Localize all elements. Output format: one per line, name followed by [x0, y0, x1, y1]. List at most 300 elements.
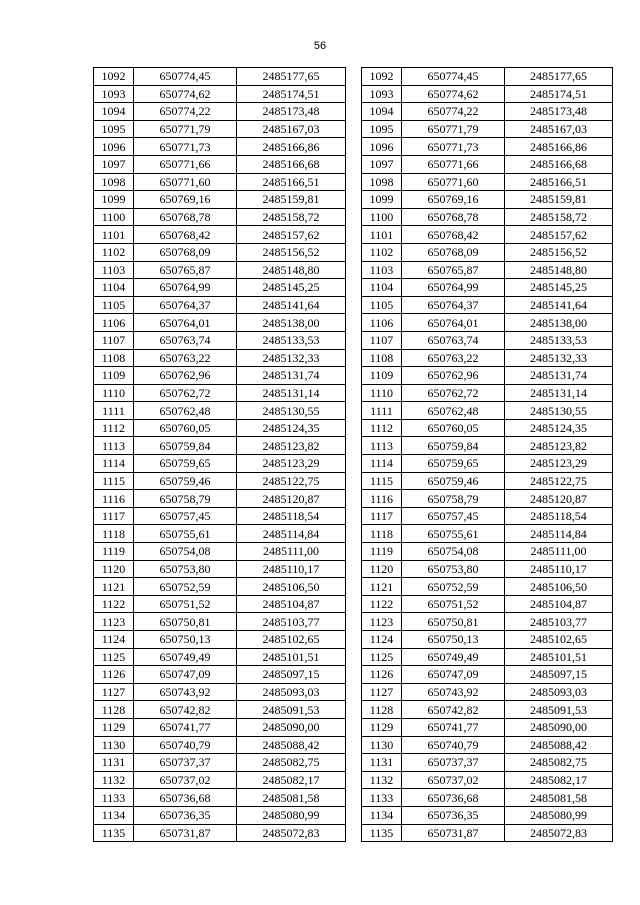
table-row	[94, 455, 346, 473]
point-number-cell: 1128	[362, 701, 402, 719]
point-number-cell: 1119	[94, 543, 134, 561]
x-coordinate-cell: 650740,79	[402, 736, 505, 754]
y-coordinate-cell: 2485091,53	[505, 701, 613, 719]
point-number-cell: 1126	[94, 666, 134, 684]
point-number-cell: 1100	[362, 208, 402, 226]
table-row	[362, 595, 613, 613]
y-coordinate-cell: 2485123,82	[237, 437, 346, 455]
table-row	[94, 525, 346, 543]
x-coordinate-cell: 650743,92	[134, 683, 237, 701]
y-coordinate-cell: 2485080,99	[505, 806, 613, 824]
y-coordinate-cell: 2485114,84	[505, 525, 613, 543]
table-row	[362, 191, 613, 209]
y-coordinate-cell: 2485131,14	[505, 384, 613, 402]
table-row	[94, 68, 346, 86]
y-coordinate-cell: 2485110,17	[237, 560, 346, 578]
y-coordinate-cell: 2485166,68	[237, 155, 346, 173]
x-coordinate-cell: 650759,46	[134, 472, 237, 490]
point-number-cell: 1103	[362, 261, 402, 279]
point-number-cell: 1102	[94, 243, 134, 261]
table-row	[362, 736, 613, 754]
table-row	[94, 507, 346, 525]
y-coordinate-cell: 2485124,35	[237, 419, 346, 437]
y-coordinate-cell: 2485088,42	[237, 736, 346, 754]
table-row	[362, 789, 613, 807]
point-number-cell: 1106	[94, 314, 134, 332]
point-number-cell: 1135	[94, 824, 134, 842]
table-row	[362, 120, 613, 138]
y-coordinate-cell: 2485141,64	[237, 296, 346, 314]
y-coordinate-cell: 2485177,65	[505, 68, 613, 86]
table-row	[362, 68, 613, 86]
point-number-cell: 1123	[94, 613, 134, 631]
table-row	[94, 226, 346, 244]
y-coordinate-cell: 2485106,50	[237, 578, 346, 596]
y-coordinate-cell: 2485173,48	[505, 103, 613, 121]
y-coordinate-cell: 2485104,87	[237, 595, 346, 613]
x-coordinate-cell: 650762,96	[402, 367, 505, 385]
table-row	[94, 331, 346, 349]
point-number-cell: 1127	[362, 683, 402, 701]
y-coordinate-cell: 2485088,42	[505, 736, 613, 754]
table-row	[362, 138, 613, 156]
point-number-cell: 1134	[362, 806, 402, 824]
x-coordinate-cell: 650763,22	[402, 349, 505, 367]
point-number-cell: 1114	[94, 455, 134, 473]
point-number-cell: 1114	[362, 455, 402, 473]
x-coordinate-cell: 650768,09	[402, 243, 505, 261]
table-row	[362, 173, 613, 191]
x-coordinate-cell: 650753,80	[402, 560, 505, 578]
table-row	[362, 243, 613, 261]
y-coordinate-cell: 2485157,62	[505, 226, 613, 244]
y-coordinate-cell: 2485118,54	[237, 507, 346, 525]
x-coordinate-cell: 650749,49	[402, 648, 505, 666]
y-coordinate-cell: 2485097,15	[237, 666, 346, 684]
point-number-cell: 1130	[362, 736, 402, 754]
point-number-cell: 1118	[362, 525, 402, 543]
x-coordinate-cell: 650771,66	[402, 155, 505, 173]
y-coordinate-cell: 2485159,81	[505, 191, 613, 209]
table-row	[94, 155, 346, 173]
y-coordinate-cell: 2485082,17	[237, 771, 346, 789]
x-coordinate-cell: 650764,99	[134, 279, 237, 297]
x-coordinate-cell: 650763,74	[134, 331, 237, 349]
table-row	[362, 349, 613, 367]
point-number-cell: 1092	[362, 68, 402, 86]
x-coordinate-cell: 650754,08	[402, 543, 505, 561]
point-number-cell: 1097	[94, 155, 134, 173]
x-coordinate-cell: 650755,61	[402, 525, 505, 543]
x-coordinate-cell: 650755,61	[134, 525, 237, 543]
x-coordinate-cell: 650762,48	[402, 402, 505, 420]
y-coordinate-cell: 2485174,51	[237, 85, 346, 103]
y-coordinate-cell: 2485133,53	[237, 331, 346, 349]
table-row	[94, 314, 346, 332]
table-row	[94, 754, 346, 772]
table-row	[362, 771, 613, 789]
table-row	[362, 648, 613, 666]
coordinates-table-right	[361, 67, 613, 842]
y-coordinate-cell: 2485123,29	[237, 455, 346, 473]
table-row	[362, 718, 613, 736]
x-coordinate-cell: 650752,59	[402, 578, 505, 596]
table-row	[362, 331, 613, 349]
point-number-cell: 1101	[362, 226, 402, 244]
table-row	[362, 296, 613, 314]
x-coordinate-cell: 650771,79	[402, 120, 505, 138]
x-coordinate-cell: 650764,37	[134, 296, 237, 314]
y-coordinate-cell: 2485102,65	[237, 631, 346, 649]
table-row	[94, 85, 346, 103]
y-coordinate-cell: 2485132,33	[237, 349, 346, 367]
y-coordinate-cell: 2485177,65	[237, 68, 346, 86]
point-number-cell: 1098	[362, 173, 402, 191]
x-coordinate-cell: 650762,96	[134, 367, 237, 385]
y-coordinate-cell: 2485091,53	[237, 701, 346, 719]
y-coordinate-cell: 2485131,74	[237, 367, 346, 385]
table-row	[362, 507, 613, 525]
table-row	[362, 208, 613, 226]
x-coordinate-cell: 650741,77	[134, 718, 237, 736]
x-coordinate-cell: 650736,35	[134, 806, 237, 824]
point-number-cell: 1120	[362, 560, 402, 578]
point-number-cell: 1124	[362, 631, 402, 649]
point-number-cell: 1124	[94, 631, 134, 649]
table-row	[94, 120, 346, 138]
table-row	[94, 419, 346, 437]
x-coordinate-cell: 650768,42	[402, 226, 505, 244]
x-coordinate-cell: 650762,48	[134, 402, 237, 420]
y-coordinate-cell: 2485081,58	[505, 789, 613, 807]
x-coordinate-cell: 650759,65	[134, 455, 237, 473]
x-coordinate-cell: 650741,77	[402, 718, 505, 736]
table-row	[94, 384, 346, 402]
x-coordinate-cell: 650750,81	[134, 613, 237, 631]
x-coordinate-cell: 650751,52	[402, 595, 505, 613]
point-number-cell: 1094	[362, 103, 402, 121]
x-coordinate-cell: 650737,37	[402, 754, 505, 772]
table-row	[94, 718, 346, 736]
y-coordinate-cell: 2485123,29	[505, 455, 613, 473]
table-row	[94, 595, 346, 613]
x-coordinate-cell: 650737,37	[134, 754, 237, 772]
point-number-cell: 1109	[94, 367, 134, 385]
point-number-cell: 1125	[362, 648, 402, 666]
table-row	[94, 543, 346, 561]
x-coordinate-cell: 650771,60	[134, 173, 237, 191]
table-row	[94, 631, 346, 649]
x-coordinate-cell: 650771,73	[402, 138, 505, 156]
x-coordinate-cell: 650747,09	[134, 666, 237, 684]
y-coordinate-cell: 2485072,83	[237, 824, 346, 842]
y-coordinate-cell: 2485103,77	[505, 613, 613, 631]
x-coordinate-cell: 650758,79	[134, 490, 237, 508]
x-coordinate-cell: 650759,84	[134, 437, 237, 455]
table-row	[94, 402, 346, 420]
table-row	[362, 631, 613, 649]
x-coordinate-cell: 650774,22	[402, 103, 505, 121]
point-number-cell: 1125	[94, 648, 134, 666]
y-coordinate-cell: 2485156,52	[505, 243, 613, 261]
x-coordinate-cell: 650764,37	[402, 296, 505, 314]
x-coordinate-cell: 650759,65	[402, 455, 505, 473]
x-coordinate-cell: 650757,45	[134, 507, 237, 525]
point-number-cell: 1105	[94, 296, 134, 314]
x-coordinate-cell: 650771,79	[134, 120, 237, 138]
table-row	[362, 103, 613, 121]
point-number-cell: 1129	[362, 718, 402, 736]
point-number-cell: 1122	[94, 595, 134, 613]
x-coordinate-cell: 650774,45	[134, 68, 237, 86]
y-coordinate-cell: 2485145,25	[505, 279, 613, 297]
x-coordinate-cell: 650743,92	[402, 683, 505, 701]
point-number-cell: 1109	[362, 367, 402, 385]
x-coordinate-cell: 650751,52	[134, 595, 237, 613]
table-row	[94, 191, 346, 209]
y-coordinate-cell: 2485156,52	[237, 243, 346, 261]
y-coordinate-cell: 2485090,00	[237, 718, 346, 736]
y-coordinate-cell: 2485081,58	[237, 789, 346, 807]
point-number-cell: 1115	[362, 472, 402, 490]
x-coordinate-cell: 650765,87	[402, 261, 505, 279]
point-number-cell: 1092	[94, 68, 134, 86]
x-coordinate-cell: 650742,82	[402, 701, 505, 719]
point-number-cell: 1113	[362, 437, 402, 455]
x-coordinate-cell: 650763,22	[134, 349, 237, 367]
table-row	[94, 490, 346, 508]
x-coordinate-cell: 650753,80	[134, 560, 237, 578]
table-row	[94, 261, 346, 279]
x-coordinate-cell: 650758,79	[402, 490, 505, 508]
y-coordinate-cell: 2485148,80	[237, 261, 346, 279]
table-row	[362, 384, 613, 402]
table-row	[362, 560, 613, 578]
table-row	[362, 490, 613, 508]
point-number-cell: 1103	[94, 261, 134, 279]
y-coordinate-cell: 2485166,86	[505, 138, 613, 156]
table-row	[94, 824, 346, 842]
point-number-cell: 1119	[362, 543, 402, 561]
point-number-cell: 1101	[94, 226, 134, 244]
point-number-cell: 1096	[94, 138, 134, 156]
table-row	[362, 261, 613, 279]
x-coordinate-cell: 650774,45	[402, 68, 505, 86]
y-coordinate-cell: 2485123,82	[505, 437, 613, 455]
y-coordinate-cell: 2485082,75	[237, 754, 346, 772]
x-coordinate-cell: 650731,87	[402, 824, 505, 842]
x-coordinate-cell: 650764,99	[402, 279, 505, 297]
x-coordinate-cell: 650749,49	[134, 648, 237, 666]
y-coordinate-cell: 2485130,55	[505, 402, 613, 420]
point-number-cell: 1095	[94, 120, 134, 138]
y-coordinate-cell: 2485122,75	[505, 472, 613, 490]
point-number-cell: 1118	[94, 525, 134, 543]
point-number-cell: 1099	[362, 191, 402, 209]
point-number-cell: 1104	[362, 279, 402, 297]
x-coordinate-cell: 650736,68	[402, 789, 505, 807]
point-number-cell: 1121	[362, 578, 402, 596]
point-number-cell: 1127	[94, 683, 134, 701]
y-coordinate-cell: 2485122,75	[237, 472, 346, 490]
point-number-cell: 1108	[362, 349, 402, 367]
table-row	[362, 666, 613, 684]
x-coordinate-cell: 650762,72	[134, 384, 237, 402]
page-number: 56	[313, 40, 327, 52]
table-row	[94, 472, 346, 490]
x-coordinate-cell: 650736,68	[134, 789, 237, 807]
x-coordinate-cell: 650750,81	[402, 613, 505, 631]
point-number-cell: 1129	[94, 718, 134, 736]
table-row	[94, 666, 346, 684]
x-coordinate-cell: 650737,02	[402, 771, 505, 789]
point-number-cell: 1135	[362, 824, 402, 842]
point-number-cell: 1132	[362, 771, 402, 789]
point-number-cell: 1117	[94, 507, 134, 525]
point-number-cell: 1111	[362, 402, 402, 420]
point-number-cell: 1126	[362, 666, 402, 684]
point-number-cell: 1107	[362, 331, 402, 349]
x-coordinate-cell: 650768,78	[402, 208, 505, 226]
x-coordinate-cell: 650774,62	[134, 85, 237, 103]
table-row	[362, 155, 613, 173]
table-row	[94, 683, 346, 701]
y-coordinate-cell: 2485111,00	[505, 543, 613, 561]
x-coordinate-cell: 650763,74	[402, 331, 505, 349]
x-coordinate-cell: 650762,72	[402, 384, 505, 402]
point-number-cell: 1099	[94, 191, 134, 209]
point-number-cell: 1121	[94, 578, 134, 596]
table-row	[94, 349, 346, 367]
table-row	[362, 419, 613, 437]
table-row	[362, 701, 613, 719]
x-coordinate-cell: 650768,42	[134, 226, 237, 244]
table-row	[94, 279, 346, 297]
y-coordinate-cell: 2485132,33	[505, 349, 613, 367]
point-number-cell: 1116	[362, 490, 402, 508]
point-number-cell: 1100	[94, 208, 134, 226]
y-coordinate-cell: 2485167,03	[505, 120, 613, 138]
point-number-cell: 1122	[362, 595, 402, 613]
table-row	[94, 103, 346, 121]
x-coordinate-cell: 650740,79	[134, 736, 237, 754]
point-number-cell: 1098	[94, 173, 134, 191]
point-number-cell: 1093	[94, 85, 134, 103]
table-row	[362, 683, 613, 701]
y-coordinate-cell: 2485124,35	[505, 419, 613, 437]
table-row	[362, 472, 613, 490]
y-coordinate-cell: 2485082,17	[505, 771, 613, 789]
point-number-cell: 1131	[94, 754, 134, 772]
x-coordinate-cell: 650764,01	[134, 314, 237, 332]
y-coordinate-cell: 2485158,72	[237, 208, 346, 226]
point-number-cell: 1105	[362, 296, 402, 314]
y-coordinate-cell: 2485110,17	[505, 560, 613, 578]
point-number-cell: 1097	[362, 155, 402, 173]
table-row	[94, 771, 346, 789]
x-coordinate-cell: 650736,35	[402, 806, 505, 824]
x-coordinate-cell: 650771,60	[402, 173, 505, 191]
x-coordinate-cell: 650768,09	[134, 243, 237, 261]
x-coordinate-cell: 650760,05	[134, 419, 237, 437]
y-coordinate-cell: 2485174,51	[505, 85, 613, 103]
table-row	[94, 736, 346, 754]
table-row	[94, 806, 346, 824]
y-coordinate-cell: 2485167,03	[237, 120, 346, 138]
y-coordinate-cell: 2485141,64	[505, 296, 613, 314]
point-number-cell: 1106	[362, 314, 402, 332]
x-coordinate-cell: 650774,22	[134, 103, 237, 121]
x-coordinate-cell: 650759,46	[402, 472, 505, 490]
x-coordinate-cell: 650750,13	[402, 631, 505, 649]
table-row	[94, 613, 346, 631]
y-coordinate-cell: 2485166,51	[505, 173, 613, 191]
x-coordinate-cell: 650764,01	[402, 314, 505, 332]
y-coordinate-cell: 2485131,14	[237, 384, 346, 402]
x-coordinate-cell: 650771,73	[134, 138, 237, 156]
point-number-cell: 1134	[94, 806, 134, 824]
point-number-cell: 1096	[362, 138, 402, 156]
y-coordinate-cell: 2485103,77	[237, 613, 346, 631]
table-row	[94, 648, 346, 666]
table-row	[94, 789, 346, 807]
y-coordinate-cell: 2485102,65	[505, 631, 613, 649]
point-number-cell: 1093	[362, 85, 402, 103]
y-coordinate-cell: 2485166,51	[237, 173, 346, 191]
y-coordinate-cell: 2485093,03	[505, 683, 613, 701]
x-coordinate-cell: 650747,09	[402, 666, 505, 684]
table-row	[362, 279, 613, 297]
y-coordinate-cell: 2485097,15	[505, 666, 613, 684]
table-row	[362, 455, 613, 473]
table-row	[362, 85, 613, 103]
point-number-cell: 1123	[362, 613, 402, 631]
table-row	[362, 525, 613, 543]
point-number-cell: 1110	[94, 384, 134, 402]
y-coordinate-cell: 2485145,25	[237, 279, 346, 297]
x-coordinate-cell: 650768,78	[134, 208, 237, 226]
point-number-cell: 1102	[362, 243, 402, 261]
y-coordinate-cell: 2485138,00	[505, 314, 613, 332]
y-coordinate-cell: 2485120,87	[237, 490, 346, 508]
x-coordinate-cell: 650757,45	[402, 507, 505, 525]
point-number-cell: 1095	[362, 120, 402, 138]
table-row	[94, 701, 346, 719]
table-row	[94, 560, 346, 578]
table-row	[362, 543, 613, 561]
coordinates-table-left	[93, 67, 346, 842]
point-number-cell: 1104	[94, 279, 134, 297]
table-row	[362, 437, 613, 455]
point-number-cell: 1111	[94, 402, 134, 420]
point-number-cell: 1133	[362, 789, 402, 807]
table-row	[362, 824, 613, 842]
y-coordinate-cell: 2485166,68	[505, 155, 613, 173]
y-coordinate-cell: 2485072,83	[505, 824, 613, 842]
point-number-cell: 1117	[362, 507, 402, 525]
point-number-cell: 1110	[362, 384, 402, 402]
y-coordinate-cell: 2485082,75	[505, 754, 613, 772]
y-coordinate-cell: 2485133,53	[505, 331, 613, 349]
table-row	[362, 314, 613, 332]
table-row	[362, 806, 613, 824]
y-coordinate-cell: 2485111,00	[237, 543, 346, 561]
x-coordinate-cell: 650774,62	[402, 85, 505, 103]
table-row	[362, 754, 613, 772]
x-coordinate-cell: 650769,16	[134, 191, 237, 209]
point-number-cell: 1131	[362, 754, 402, 772]
table-row	[94, 437, 346, 455]
